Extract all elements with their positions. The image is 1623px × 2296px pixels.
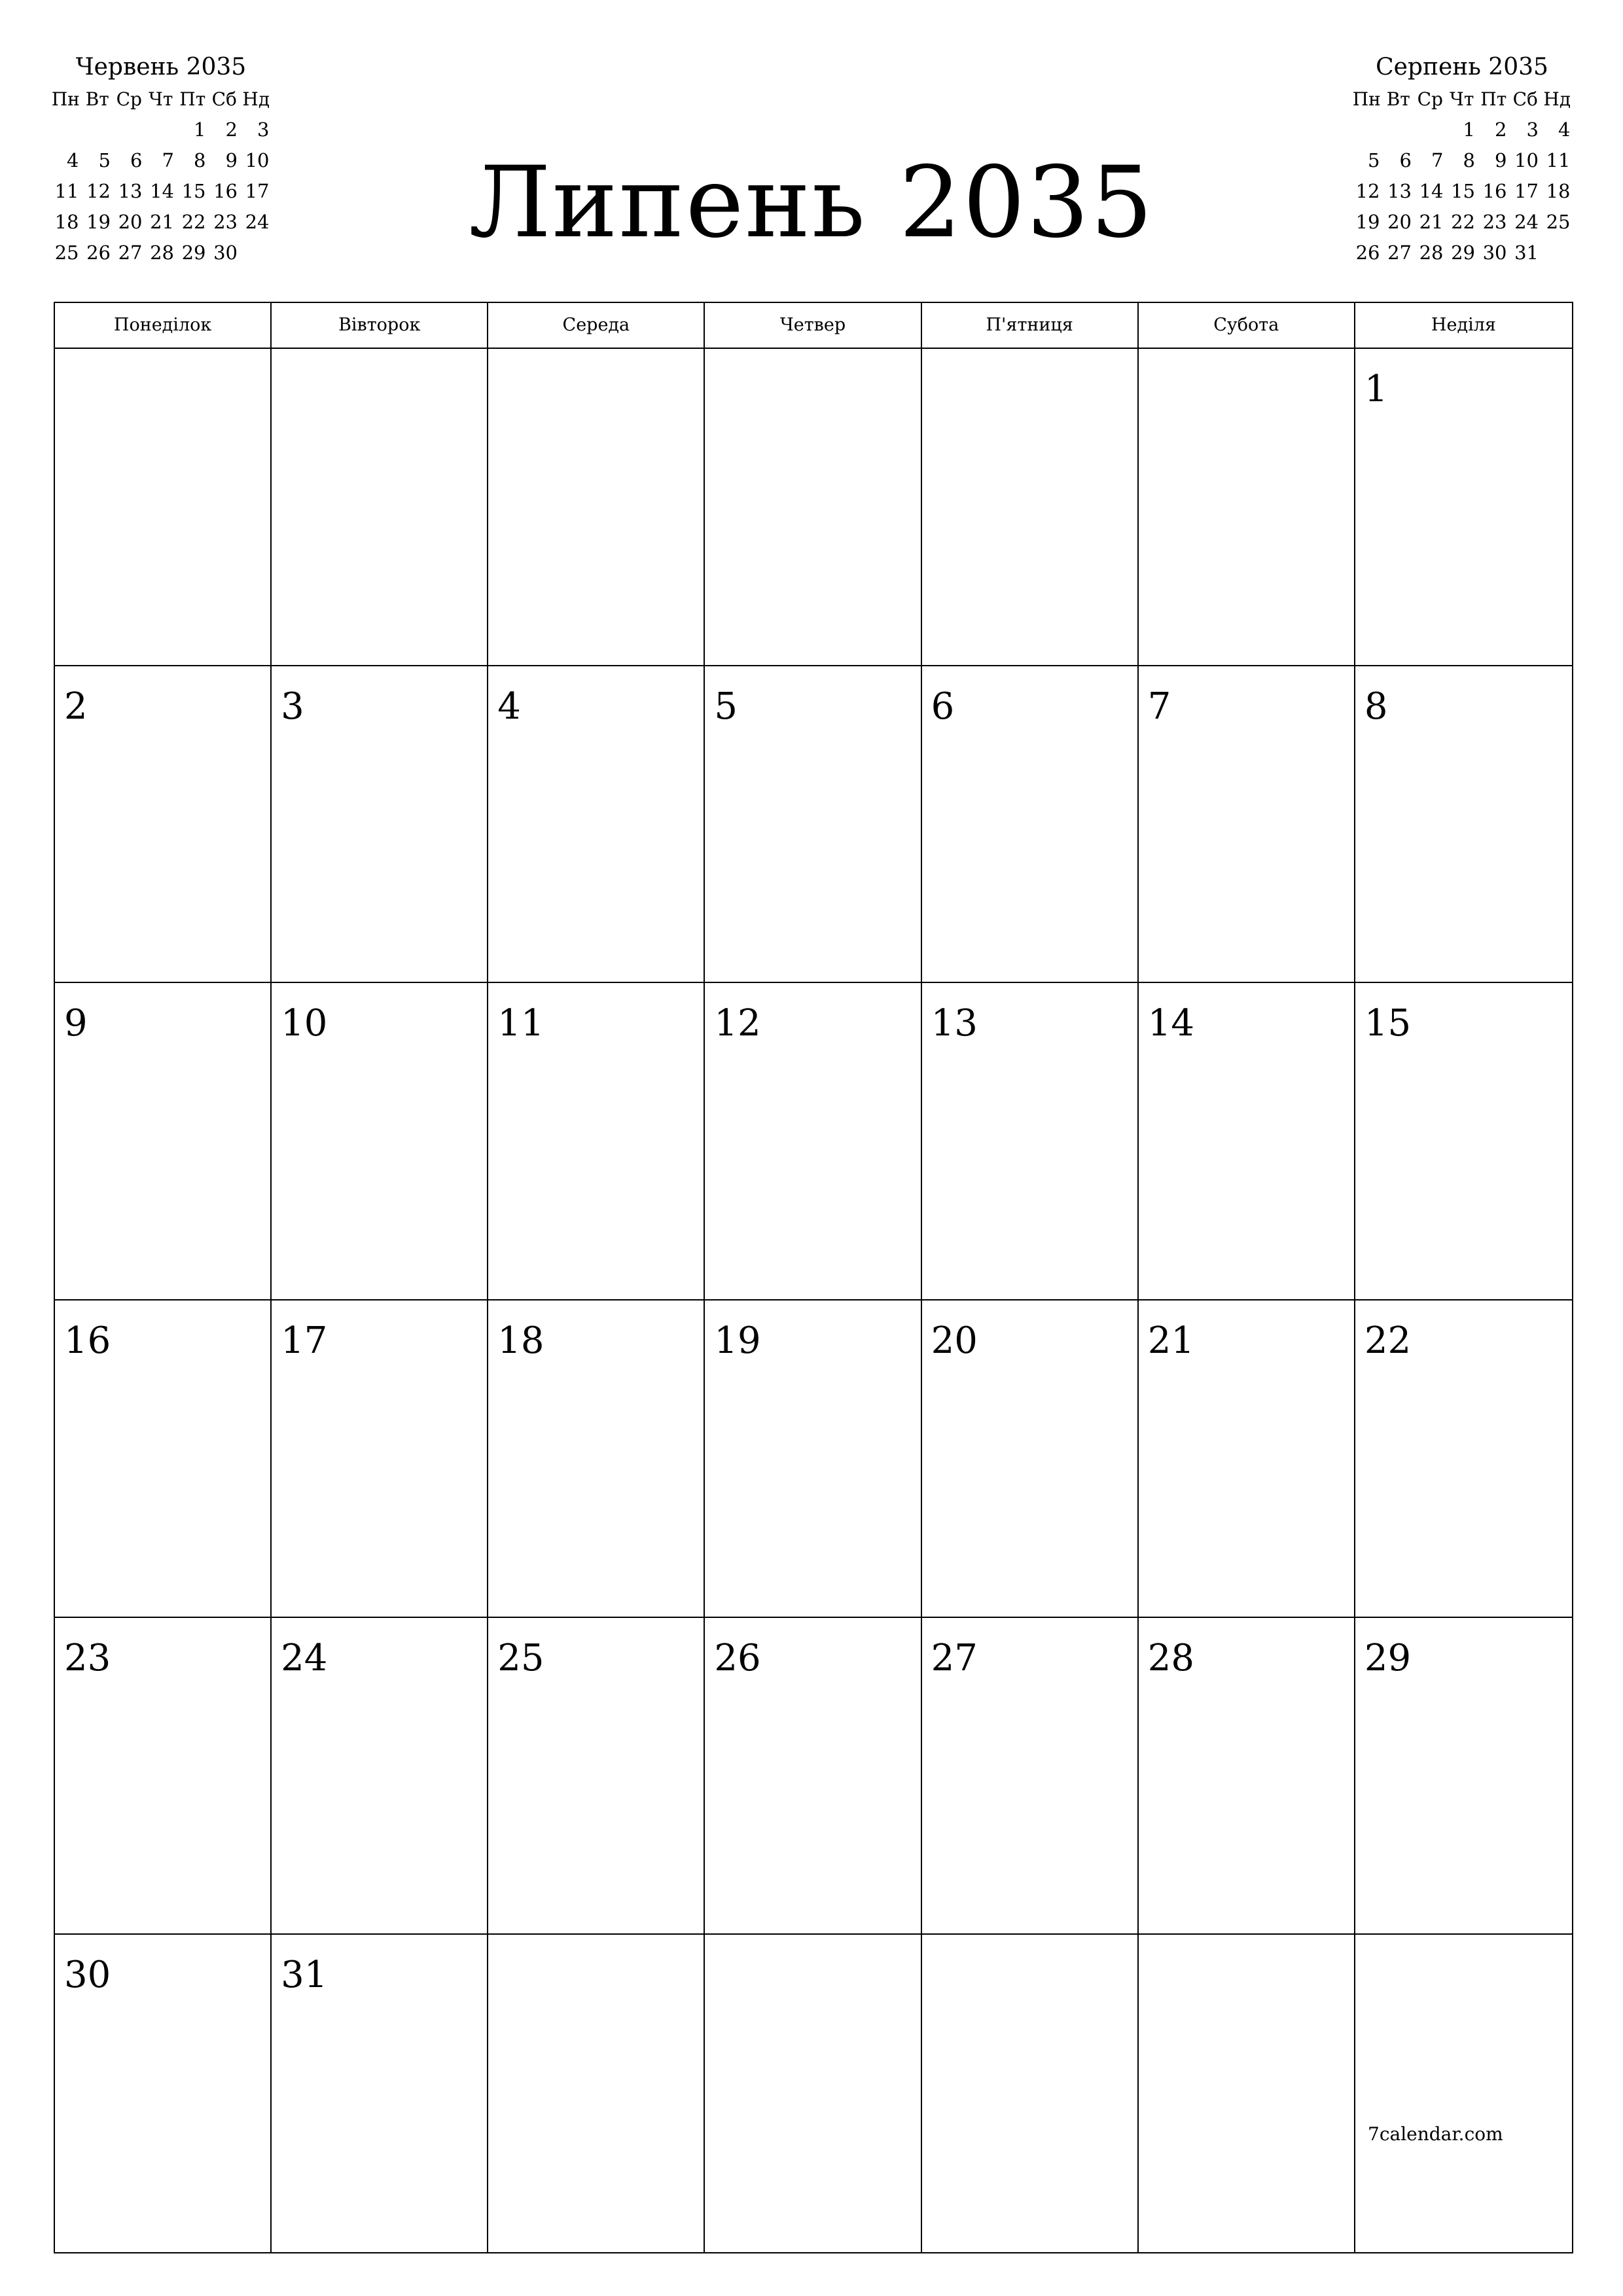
weekday-header: Субота [1139, 303, 1355, 349]
mini-calendar-next-month [1351, 51, 1573, 268]
mini-weekday: Вт [1386, 88, 1410, 110]
day-cell [55, 1618, 272, 1935]
day-cell [272, 1618, 488, 1935]
day-number: 17 [281, 1319, 328, 1362]
mini-day: 6 [130, 149, 143, 171]
mini-day: 31 [1514, 242, 1539, 264]
mini-weekday: Нд [242, 88, 270, 110]
day-cell [922, 1300, 1139, 1618]
day-number: 6 [931, 685, 955, 728]
day-number: 26 [714, 1636, 761, 1679]
day-cell [55, 1935, 272, 2252]
day-cell [705, 1935, 921, 2252]
mini-day: 15 [1451, 180, 1475, 202]
day-cell [1355, 1935, 1572, 2252]
mini-weekday: Сб [1512, 88, 1538, 110]
day-number: 18 [497, 1319, 544, 1362]
mini-day: 6 [1399, 149, 1412, 171]
mini-day: 20 [1387, 211, 1412, 233]
mini-weekday: Пн [51, 88, 80, 110]
day-cell [705, 666, 921, 984]
day-cell [55, 1300, 272, 1618]
mini-day: 9 [1495, 149, 1507, 171]
mini-day: 24 [1514, 211, 1539, 233]
day-number: 8 [1364, 685, 1388, 728]
mini-day: 13 [1387, 180, 1412, 202]
day-number: 19 [714, 1319, 761, 1362]
day-cell [1139, 1935, 1355, 2252]
mini-day: 29 [1451, 242, 1475, 264]
mini-day: 20 [118, 211, 143, 233]
mini-day: 27 [1387, 242, 1412, 264]
weekday-header: Понеділок [55, 303, 272, 349]
mini-day: 11 [1546, 149, 1571, 171]
day-number: 16 [64, 1319, 111, 1362]
mini-day: 24 [245, 211, 270, 233]
day-cell [1355, 983, 1572, 1300]
mini-day: 13 [118, 180, 143, 202]
mini-calendar-title: Серпень 2035 [1376, 54, 1548, 81]
day-number: 24 [281, 1636, 328, 1679]
mini-day: 25 [54, 242, 79, 264]
mini-weekday: Нд [1543, 88, 1571, 110]
day-number: 7 [1147, 685, 1171, 728]
day-number: 12 [714, 1002, 761, 1045]
mini-day: 30 [1482, 242, 1507, 264]
day-cell [705, 983, 921, 1300]
mini-day: 12 [86, 180, 111, 202]
mini-day: 27 [118, 242, 143, 264]
mini-day: 28 [150, 242, 174, 264]
day-number: 14 [1147, 1002, 1194, 1045]
day-number: 31 [281, 1954, 328, 1997]
mini-weekday: Сб [211, 88, 237, 110]
mini-day: 16 [1482, 180, 1507, 202]
mini-day: 28 [1419, 242, 1444, 264]
day-cell [488, 1300, 705, 1618]
mini-day: 7 [162, 149, 174, 171]
day-cell [922, 1935, 1139, 2252]
day-number: 3 [281, 685, 304, 728]
mini-day: 21 [150, 211, 174, 233]
day-cell [1139, 983, 1355, 1300]
day-cell [55, 983, 272, 1300]
day-cell [922, 983, 1139, 1300]
mini-day: 19 [1355, 211, 1380, 233]
mini-weekday: Ср [1417, 88, 1443, 110]
day-cell [922, 666, 1139, 984]
day-cell [488, 349, 705, 666]
mini-day: 14 [150, 180, 174, 202]
day-number: 30 [64, 1954, 111, 1997]
mini-weekday: Ср [116, 88, 142, 110]
mini-day: 4 [1558, 118, 1571, 141]
mini-day: 30 [213, 242, 238, 264]
mini-day: 12 [1355, 180, 1380, 202]
day-number: 29 [1364, 1636, 1412, 1679]
day-cell [705, 349, 921, 666]
mini-day: 15 [181, 180, 206, 202]
day-cell [705, 1300, 921, 1618]
mini-day: 10 [245, 149, 270, 171]
mini-day: 10 [1514, 149, 1539, 171]
mini-weekday: Пт [1480, 88, 1507, 110]
day-cell [488, 1935, 705, 2252]
day-cell [922, 1618, 1139, 1935]
mini-day: 4 [67, 149, 79, 171]
mini-weekday: Чт [149, 88, 173, 110]
day-number: 23 [64, 1636, 111, 1679]
day-cell [1355, 1300, 1572, 1618]
day-cell [705, 1618, 921, 1935]
day-cell [1355, 349, 1572, 666]
mini-day: 18 [1546, 180, 1571, 202]
mini-day: 9 [225, 149, 238, 171]
weekday-header: Неділя [1355, 303, 1572, 349]
day-number: 1 [1364, 368, 1388, 410]
mini-day: 21 [1419, 211, 1444, 233]
mini-day: 1 [194, 118, 206, 141]
mini-day [1351, 115, 1383, 145]
day-number: 2 [64, 685, 88, 728]
mini-day [1414, 115, 1446, 145]
mini-weekday: Пт [179, 88, 206, 110]
day-cell [1139, 1300, 1355, 1618]
day-cell [488, 1618, 705, 1935]
mini-weekday: Вт [85, 88, 109, 110]
mini-calendar-grid [1351, 84, 1573, 268]
weekday-header: Вівторок [272, 303, 488, 349]
day-cell [1139, 349, 1355, 666]
day-cell [488, 666, 705, 984]
mini-day: 5 [1368, 149, 1380, 171]
mini-day: 23 [213, 211, 238, 233]
day-number: 20 [931, 1319, 978, 1362]
mini-day: 26 [1355, 242, 1380, 264]
day-number: 28 [1147, 1636, 1194, 1679]
day-cell [272, 1935, 488, 2252]
day-number: 21 [1147, 1319, 1194, 1362]
mini-weekday: Пн [1352, 88, 1381, 110]
mini-calendar-title: Червень 2035 [75, 54, 247, 81]
mini-day: 17 [1514, 180, 1539, 202]
day-number: 9 [64, 1002, 88, 1045]
mini-weekday: Чт [1450, 88, 1474, 110]
day-number: 27 [931, 1636, 978, 1679]
mini-day: 16 [213, 180, 238, 202]
day-number: 4 [497, 685, 521, 728]
mini-day: 5 [98, 149, 111, 171]
day-cell [1139, 1618, 1355, 1935]
mini-day: 14 [1419, 180, 1444, 202]
day-cell [55, 666, 272, 984]
day-number: 11 [497, 1002, 544, 1045]
page-title: Липень 2035 [469, 146, 1154, 260]
mini-day: 26 [86, 242, 111, 264]
month-grid [54, 302, 1573, 2253]
mini-day: 2 [1495, 118, 1507, 141]
weekday-header: Середа [488, 303, 705, 349]
mini-day [1383, 115, 1415, 145]
day-number: 22 [1364, 1319, 1412, 1362]
day-cell [922, 349, 1139, 666]
day-number: 10 [281, 1002, 328, 1045]
weekday-header: П'ятниця [922, 303, 1139, 349]
mini-day: 2 [225, 118, 238, 141]
day-cell [272, 666, 488, 984]
day-cell [55, 349, 272, 666]
day-number: 15 [1364, 1002, 1412, 1045]
weekday-header: Четвер [705, 303, 921, 349]
mini-day: 22 [1451, 211, 1475, 233]
mini-day: 8 [1463, 149, 1475, 171]
day-cell [1355, 666, 1572, 984]
mini-day: 3 [1526, 118, 1539, 141]
mini-day [1541, 238, 1573, 268]
mini-day: 25 [1546, 211, 1571, 233]
day-number: 25 [497, 1636, 544, 1679]
day-cell [488, 983, 705, 1300]
day-cell [272, 349, 488, 666]
mini-day: 8 [194, 149, 206, 171]
day-number: 13 [931, 1002, 978, 1045]
mini-day: 19 [86, 211, 111, 233]
day-cell [1355, 1618, 1572, 1935]
day-cell [272, 983, 488, 1300]
mini-day: 3 [257, 118, 270, 141]
site-credit: 7calendar.com [1368, 2123, 1503, 2145]
day-cell [272, 1300, 488, 1618]
mini-day: 1 [1463, 118, 1475, 141]
day-number: 5 [714, 685, 738, 728]
mini-day: 29 [181, 242, 206, 264]
mini-day: 18 [54, 211, 79, 233]
mini-day: 11 [54, 180, 79, 202]
mini-day: 7 [1431, 149, 1444, 171]
mini-day: 17 [245, 180, 270, 202]
mini-day: 22 [181, 211, 206, 233]
mini-day: 23 [1482, 211, 1507, 233]
day-cell [1139, 666, 1355, 984]
